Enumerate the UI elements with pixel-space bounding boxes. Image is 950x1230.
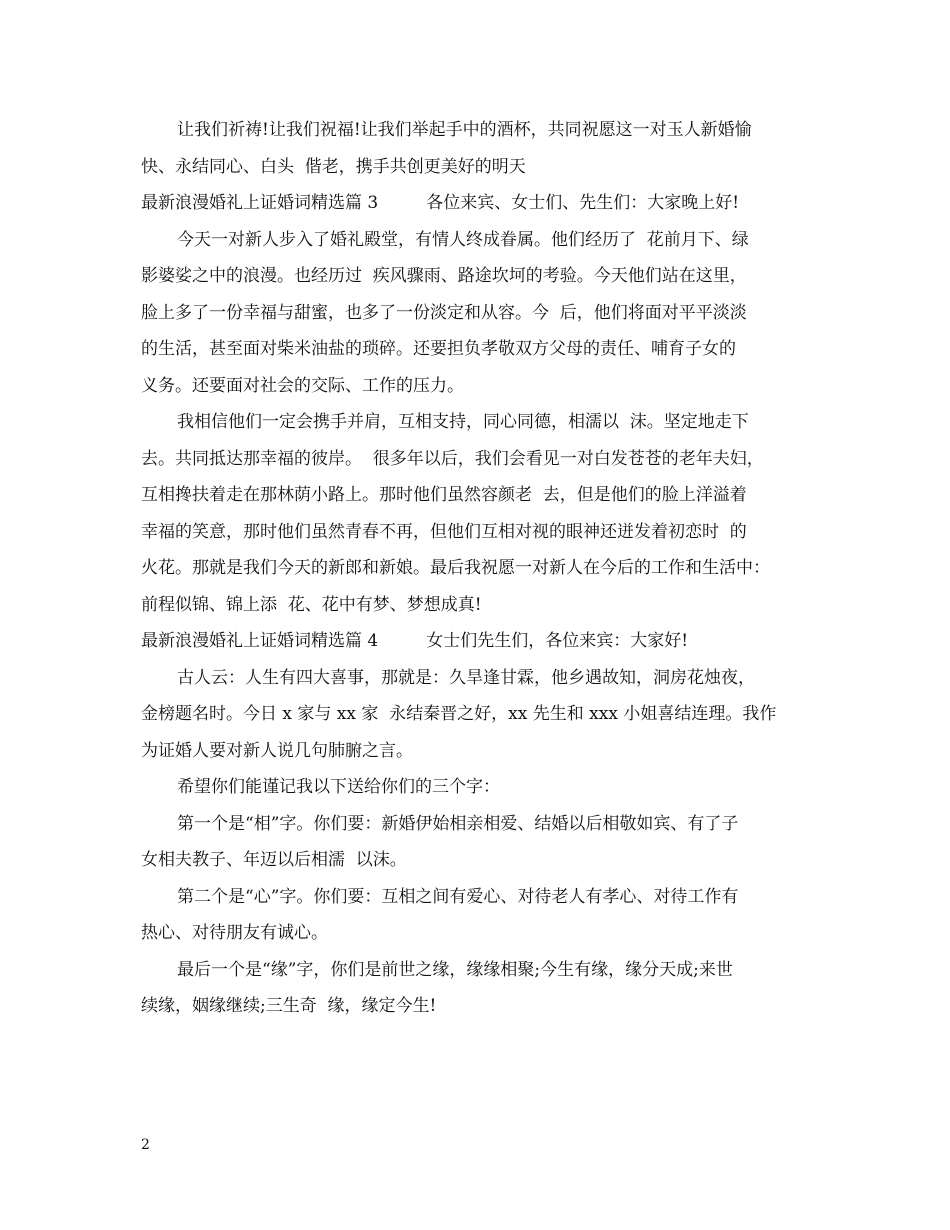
greeting-text: 各位来宾、女士们、先生们：大家晚上好!: [426, 193, 740, 213]
section-heading-line: [141, 185, 831, 222]
paragraph-line: 去。共同抵达那幸福的彼岸。 很多年以后，我们会看见一对白发苍苍的老年夫妇，: [141, 448, 764, 469]
paragraph-line: 热心、对待朋友有诚心。: [141, 923, 328, 943]
greeting-text: 女士们先生们，各位来宾：大家好!: [426, 631, 689, 651]
paragraph-line: 最后一个是“缘”字，你们是前世之缘，缘缘相聚;今生有缘，缘分天成;来世: [177, 959, 733, 980]
paragraph-line: 义务。还要面对社会的交际、工作的压力。: [141, 375, 464, 396]
paragraph-line: 影婆娑之中的浪漫。也经历过 疾风骤雨、路途坎坷的考验。今天他们站在这里，: [141, 266, 747, 286]
page-number: 2: [141, 1137, 150, 1153]
paragraph-line: 火花。那就是我们今天的新郎和新娘。最后我祝愿一对新人在今后的工作和生活中：: [141, 558, 770, 578]
section-heading-line: [141, 623, 831, 660]
paragraph-line: 今天一对新人步入了婚礼殿堂，有情人终成眷属。他们经历了 花前月下、绿: [177, 229, 749, 250]
paragraph-line: 前程似锦、锦上添 花、花中有梦、梦想成真!: [141, 594, 482, 615]
paragraph-line: 的生活，甚至面对柴米油盐的琐碎。还要担负孝敬双方父母的责任、哺育子女的: [141, 339, 736, 359]
paragraph-line: 第二个是“心”字。你们要：互相之间有爱心、对待老人有孝心、对待工作有: [177, 886, 739, 907]
section-heading: 最新浪漫婚礼上证婚词精选篇 4: [141, 631, 379, 651]
paragraph-line: 古人云：人生有四大喜事，那就是：久旱逢甘霖，他乡遇故知，洞房花烛夜，: [177, 667, 755, 688]
paragraph-line: 幸福的笑意，那时他们虽然青春不再，但他们互相对视的眼神还迸发着初恋时 的: [141, 521, 747, 542]
paragraph-line: 希望你们能谨记我以下送给你们的三个字：: [177, 777, 500, 797]
paragraph-line: 女相夫教子、年迈以后相濡 以沫。: [141, 850, 407, 870]
paragraph-line: 让我们祈祷!让我们祝福!让我们举起手中的酒杯，共同祝愿这一对玉人新婚愉: [177, 120, 752, 140]
paragraph-line: 第一个是“相”字。你们要：新婚伊始相亲相爱、结婚以后相敬如宾、有了子: [177, 813, 739, 834]
document-body: [141, 112, 831, 1025]
section-heading: 最新浪漫婚礼上证婚词精选篇 3: [141, 193, 379, 213]
paragraph-line: 我相信他们一定会携手并肩，互相支持，同心同德，相濡以 沫。坚定地走下: [177, 412, 749, 432]
paragraph-line: 金榜题名时。今日 x 家与 xx 家 永结秦晋之好，xx 先生和 xxx 小姐喜结连理。我作: [141, 704, 777, 724]
paragraph-line: 为证婚人要对新人说几句肺腑之言。: [141, 740, 413, 761]
paragraph-line: 脸上多了一份幸福与甜蜜，也多了一份淡定和从容。今 后，他们将面对平平淡淡: [141, 302, 747, 323]
paragraph-line: 续缘，姻缘继续;三生奇 缘，缘定今生!: [141, 996, 437, 1016]
paragraph-line: 快、永结同心、白头 偕老，携手共创更美好的明天: [141, 156, 526, 177]
paragraph-line: 互相搀扶着走在那林荫小路上。那时他们虽然容颜老 去，但是他们的脸上洋溢着: [141, 485, 747, 505]
